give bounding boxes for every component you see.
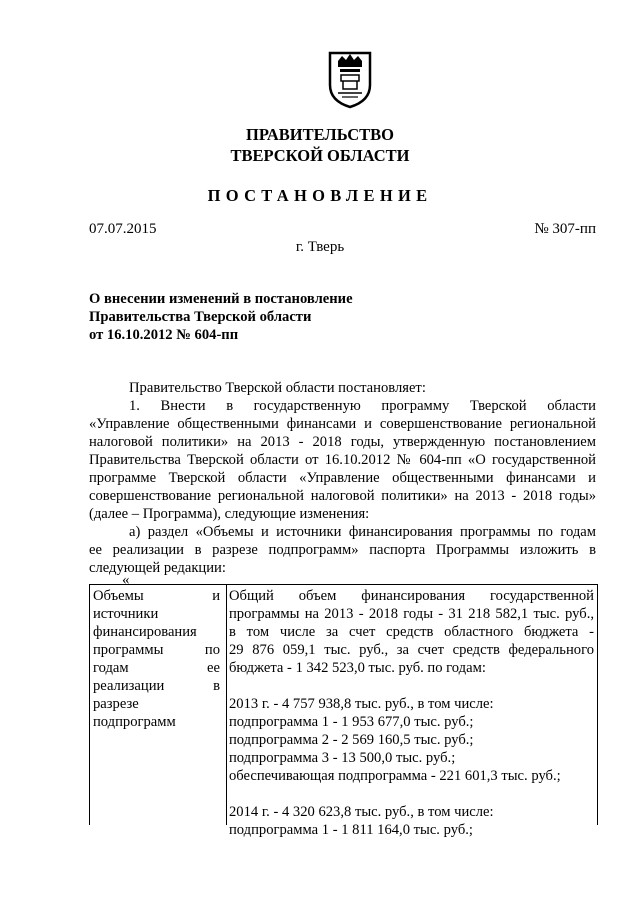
document-number: № 307-пп — [534, 221, 596, 237]
subject-line: Правительства Тверской области — [89, 309, 312, 325]
table-right-cell — [229, 587, 594, 839]
paragraph-line: Правительства Тверской области от 16.10.2012 № 604-пп «О государственной — [89, 452, 596, 468]
table-left-line: Объемы и — [93, 588, 220, 604]
subject-line: О внесении изменений в постановление — [89, 291, 353, 307]
table-spacer — [229, 785, 594, 803]
coat-of-arms-emblem — [326, 49, 374, 109]
year-total-line: 2014 г. - 4 320 623,8 тыс. руб., в том числе: — [229, 804, 494, 820]
paragraph-line: ее реализации в разрезе подпрограмм» паспорта Программы изложить в — [89, 542, 596, 558]
table-right-line: программы на 2013 - 2018 годы - 31 218 582,1 тыс. руб., — [229, 606, 594, 622]
paragraph-line: совершенствование региональной налоговой политики» на 2013 - 2018 годы» — [89, 488, 596, 504]
opening-quote: « — [122, 572, 130, 588]
subprogram-line: подпрограмма 3 - 13 500,0 тыс. руб.; — [229, 750, 456, 766]
subprogram-line: подпрограмма 1 - 1 953 677,0 тыс. руб.; — [229, 714, 474, 730]
organization-name-line2: ТВЕРСКОЙ ОБЛАСТИ — [230, 146, 410, 165]
paragraph-line: 1. Внести в государственную программу Тверской области — [129, 398, 596, 414]
table-left-line: разрезе — [93, 696, 139, 712]
subject-line: от 16.10.2012 № 604-пп — [89, 327, 239, 343]
subprogram-line: обеспечивающая подпрограмма - 221 601,3 тыс. руб.; — [229, 768, 561, 784]
document-body — [89, 379, 596, 577]
table-right-line: 29 876 059,1 тыс. руб., за счет средств федерального — [229, 642, 594, 658]
document-type: ПОСТАНОВЛЕНИЕ — [207, 186, 433, 205]
year-total-line: 2013 г. - 4 757 938,8 тыс. руб., в том числе: — [229, 696, 494, 712]
document-date: 07.07.2015 — [89, 221, 157, 237]
paragraph-line: «Управление общественными финансами и совершенствование региональной — [89, 416, 596, 432]
subprogram-line: подпрограмма 2 - 2 569 160,5 тыс. руб.; — [229, 732, 474, 748]
financing-table — [89, 584, 598, 838]
table-right-line: в том числе за счет средств областного бюджета - — [229, 624, 594, 640]
paragraph-line: (далее – Программа), следующие изменения: — [89, 506, 370, 522]
table-column-divider — [226, 585, 227, 825]
paragraph-line: программе Тверской области «Управление общественными финансами и — [89, 470, 596, 486]
document-city: г. Тверь — [295, 239, 345, 255]
subprogram-line: подпрограмма 1 - 1 811 164,0 тыс. руб.; — [229, 822, 473, 838]
table-left-line: финансирования — [93, 624, 197, 640]
intro-paragraph: Правительство Тверской области постановляет: — [129, 380, 426, 396]
table-spacer — [229, 677, 594, 695]
table-left-line: подпрограмм — [93, 714, 176, 730]
table-left-line: программы по — [93, 642, 220, 658]
organization-name-line1: ПРАВИТЕЛЬСТВО — [246, 125, 394, 144]
table-left-line: годам ее — [93, 660, 220, 676]
table-right-line: бюджета - 1 342 523,0 тыс. руб. по годам: — [229, 660, 486, 676]
paragraph-line: налоговой политики» на 2013 - 2018 годы, утвержденную постановлением — [89, 434, 596, 450]
table-left-line: источники — [93, 606, 159, 622]
table-right-line: Общий объем финансирования государственной — [229, 588, 594, 604]
document-subject — [89, 290, 353, 344]
table-left-cell — [93, 587, 220, 731]
paragraph-line: следующей редакции: — [89, 560, 226, 576]
paragraph-line: а) раздел «Объемы и источники финансирования программы по годам — [129, 524, 596, 540]
table-left-line: реализации в — [93, 678, 220, 694]
